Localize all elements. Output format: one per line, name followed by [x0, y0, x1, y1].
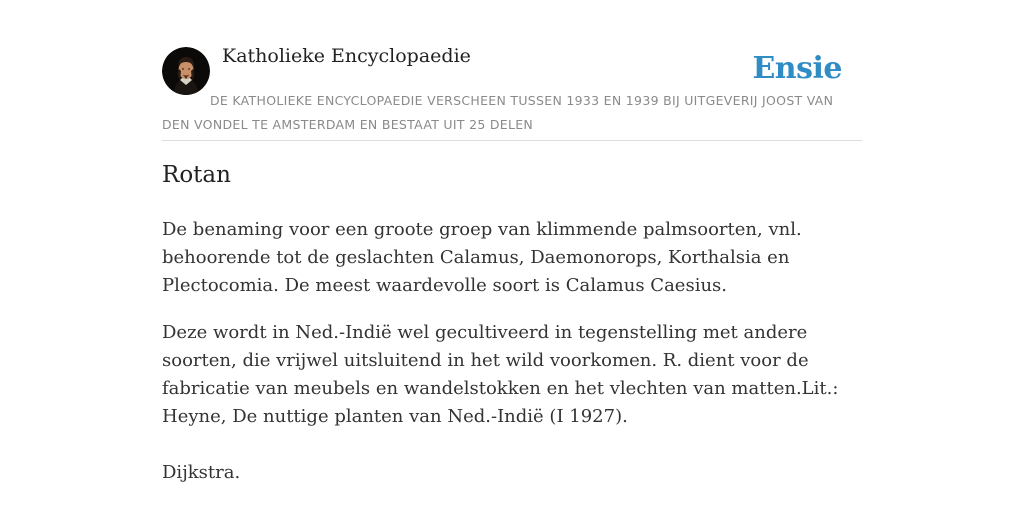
portrait-avatar-icon[interactable]: [162, 47, 210, 95]
article-paragraph: De benaming voor een groote groep van klimmende palmsoorten, vnl. behoorende tot de geslachten Calamus, Daemonorops, Korthalsia en Plectocomia. De meest waardevolle soort is Calamus Caesius.: [162, 219, 802, 296]
article-body: [162, 216, 862, 506]
article-author: Dijkstra.: [162, 462, 241, 483]
site-description: DE KATHOLIEKE ENCYCLOPAEDIE VERSCHEEN TUSSEN 1933 EN 1939 BIJ UITGEVERIJ JOOST VAN DEN VONDEL TE AMSTERDAM EN BESTAAT UIT 25 DELEN: [162, 93, 834, 132]
ensie-logo[interactable]: Ensie: [752, 51, 842, 86]
site-header: [162, 0, 862, 141]
article-title: Rotan: [162, 162, 231, 188]
article-paragraph: Deze wordt in Ned.-Indië wel gecultiveerd in tegenstelling met andere soorten, die vrijwel uitsluitend in het wild voorkomen. R. dient voor de fabricatie van meubels en wandelstokken en het vlechten van matten.Lit.: Heyne, De nuttige planten van Ned.-Indië (I 1927).: [162, 322, 839, 427]
page-container: [162, 0, 862, 483]
site-title[interactable]: Katholieke Encyclopaedie: [222, 45, 471, 67]
